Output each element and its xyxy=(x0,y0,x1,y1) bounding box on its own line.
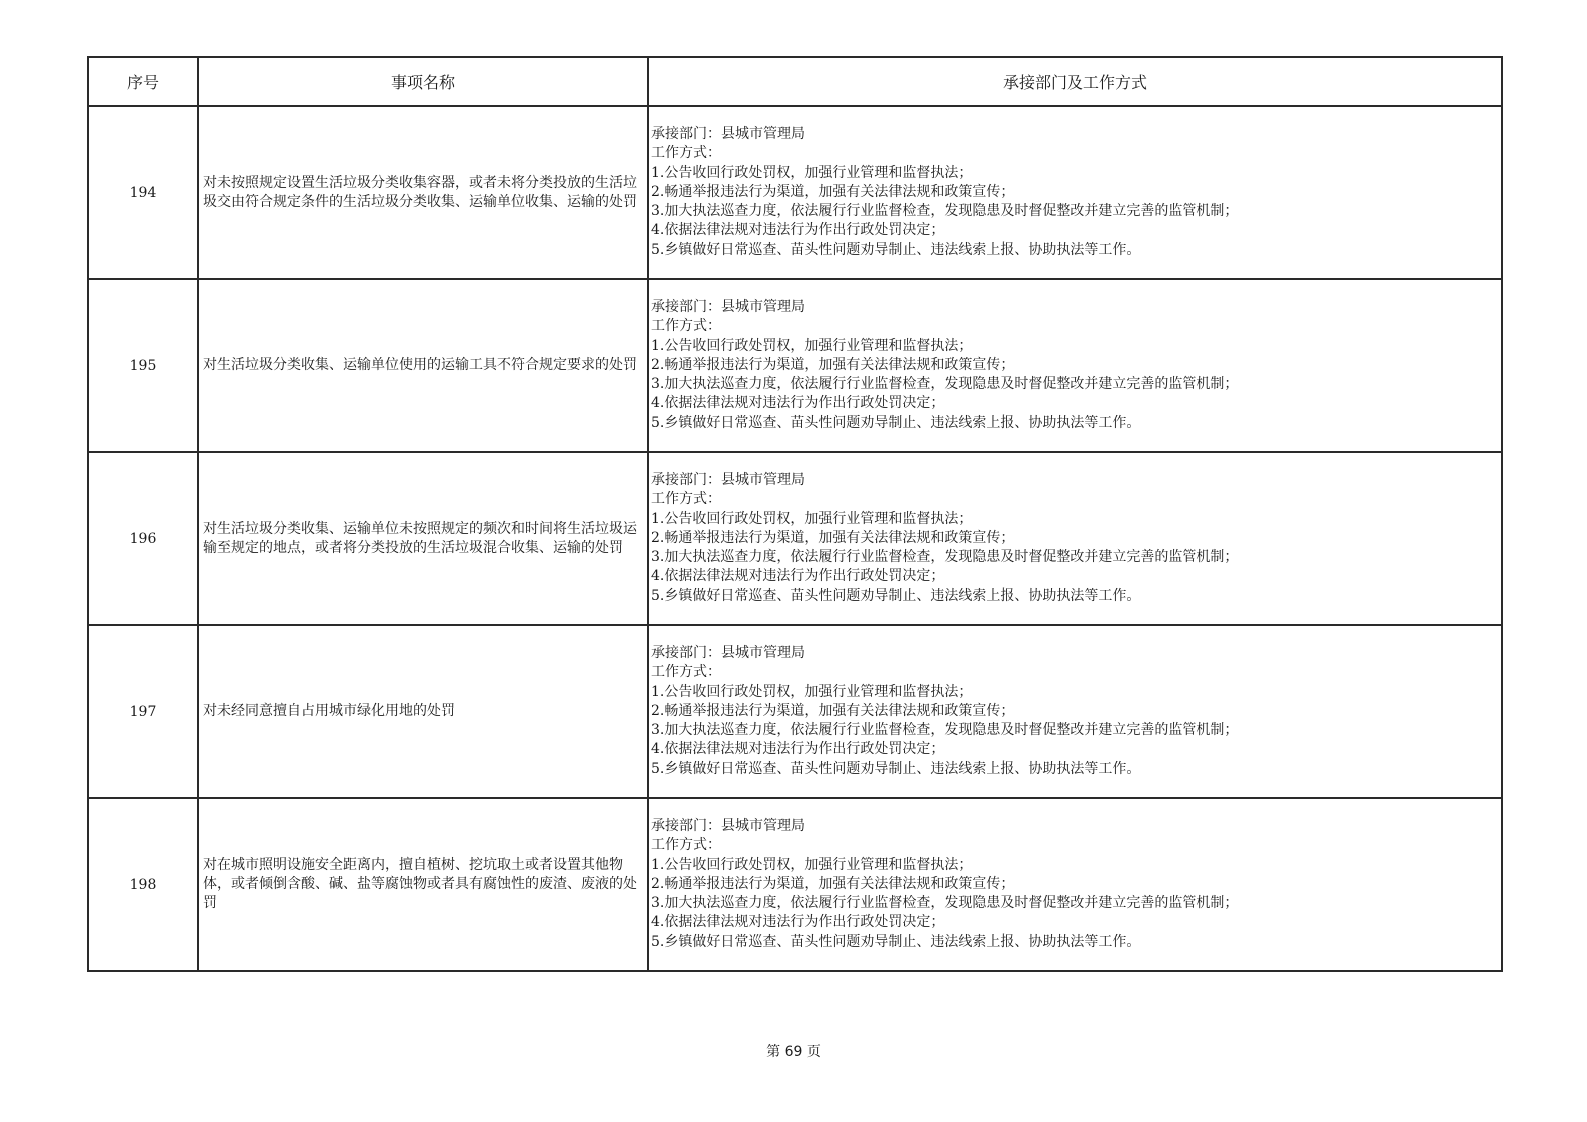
dept-line: 工作方式： xyxy=(651,491,721,508)
dept-line: 3.加大执法巡查力度，依法履行行业监督检查，发现隐患及时督促整改并建立完善的监管机制； xyxy=(651,549,1239,566)
row-item-name: 对生活垃圾分类收集、运输单位使用的运输工具不符合规定要求的处罚 xyxy=(198,279,648,452)
header-item-name: 事项名称 xyxy=(198,57,648,106)
row-item-name: 对在城市照明设施安全距离内，擅自植树、挖坑取土或者设置其他物体，或者倾倒含酸、碱、盐等腐蚀物或者具有腐蚀性的废渣、废液的处罚 xyxy=(198,798,648,971)
dept-line: 工作方式： xyxy=(651,318,721,335)
dept-line: 4.依据法律法规对违法行为作出行政处罚决定； xyxy=(651,395,945,412)
row-item-name: 对未经同意擅自占用城市绿化用地的处罚 xyxy=(198,625,648,798)
dept-line: 2.畅通举报违法行为渠道，加强有关法律法规和政策宣传； xyxy=(651,183,1015,200)
dept-line: 承接部门：县城市管理局 xyxy=(651,817,805,834)
dept-line: 承接部门：县城市管理局 xyxy=(651,298,805,315)
table-row xyxy=(88,798,1502,971)
dept-line: 承接部门：县城市管理局 xyxy=(651,125,805,142)
dept-line: 工作方式： xyxy=(651,145,721,162)
dept-line: 1.公告收回行政处罚权，加强行业管理和监督执法； xyxy=(651,683,973,700)
dept-line: 4.依据法律法规对违法行为作出行政处罚决定； xyxy=(651,914,945,931)
table-row xyxy=(88,279,1502,452)
row-seq: 198 xyxy=(88,798,198,971)
dept-line: 5.乡镇做好日常巡查、苗头性问题劝导制止、违法线索上报、协助执法等工作。 xyxy=(651,587,1141,604)
row-dept-method xyxy=(648,279,1502,452)
table-header-row xyxy=(88,57,1502,106)
dept-line: 工作方式： xyxy=(651,837,721,854)
row-dept-method xyxy=(648,798,1502,971)
dept-line: 1.公告收回行政处罚权，加强行业管理和监督执法； xyxy=(651,337,973,354)
dept-line: 2.畅通举报违法行为渠道，加强有关法律法规和政策宣传； xyxy=(651,875,1015,892)
dept-line: 1.公告收回行政处罚权，加强行业管理和监督执法； xyxy=(651,164,973,181)
dept-line: 5.乡镇做好日常巡查、苗头性问题劝导制止、违法线索上报、协助执法等工作。 xyxy=(651,414,1141,431)
row-item-name: 对生活垃圾分类收集、运输单位未按照规定的频次和时间将生活垃圾运输至规定的地点，或者将分类投放的生活垃圾混合收集、运输的处罚 xyxy=(198,452,648,625)
dept-line: 承接部门：县城市管理局 xyxy=(651,471,805,488)
header-dept-method: 承接部门及工作方式 xyxy=(648,57,1502,106)
row-item-name: 对未按照规定设置生活垃圾分类收集容器，或者未将分类投放的生活垃圾交由符合规定条件的生活垃圾分类收集、运输单位收集、运输的处罚 xyxy=(198,106,648,279)
dept-line: 4.依据法律法规对违法行为作出行政处罚决定； xyxy=(651,568,945,585)
dept-line: 承接部门：县城市管理局 xyxy=(651,644,805,661)
table-row xyxy=(88,452,1502,625)
row-seq: 196 xyxy=(88,452,198,625)
row-dept-method xyxy=(648,625,1502,798)
dept-line: 4.依据法律法规对违法行为作出行政处罚决定； xyxy=(651,741,945,758)
matters-table xyxy=(87,56,1503,972)
dept-line: 5.乡镇做好日常巡查、苗头性问题劝导制止、违法线索上报、协助执法等工作。 xyxy=(651,241,1141,258)
dept-line: 2.畅通举报违法行为渠道，加强有关法律法规和政策宣传； xyxy=(651,702,1015,719)
dept-line: 1.公告收回行政处罚权，加强行业管理和监督执法； xyxy=(651,856,973,873)
row-dept-method xyxy=(648,106,1502,279)
dept-line: 工作方式： xyxy=(651,664,721,681)
row-seq: 194 xyxy=(88,106,198,279)
dept-line: 1.公告收回行政处罚权，加强行业管理和监督执法； xyxy=(651,510,973,527)
dept-line: 5.乡镇做好日常巡查、苗头性问题劝导制止、违法线索上报、协助执法等工作。 xyxy=(651,760,1141,777)
dept-line: 3.加大执法巡查力度，依法履行行业监督检查，发现隐患及时督促整改并建立完善的监管机制； xyxy=(651,895,1239,912)
row-dept-method xyxy=(648,452,1502,625)
dept-line: 4.依据法律法规对违法行为作出行政处罚决定； xyxy=(651,222,945,239)
dept-line: 3.加大执法巡查力度，依法履行行业监督检查，发现隐患及时督促整改并建立完善的监管机制； xyxy=(651,722,1239,739)
dept-line: 2.畅通举报违法行为渠道，加强有关法律法规和政策宣传； xyxy=(651,529,1015,546)
table-row xyxy=(88,106,1502,279)
dept-line: 2.畅通举报违法行为渠道，加强有关法律法规和政策宣传； xyxy=(651,356,1015,373)
header-seq: 序号 xyxy=(88,57,198,106)
table-row xyxy=(88,625,1502,798)
dept-line: 3.加大执法巡查力度，依法履行行业监督检查，发现隐患及时督促整改并建立完善的监管机制； xyxy=(651,203,1239,220)
dept-line: 5.乡镇做好日常巡查、苗头性问题劝导制止、违法线索上报、协助执法等工作。 xyxy=(651,933,1141,950)
page-number: 第 69 页 xyxy=(766,1044,821,1060)
dept-line: 3.加大执法巡查力度，依法履行行业监督检查，发现隐患及时督促整改并建立完善的监管机制； xyxy=(651,376,1239,393)
row-seq: 195 xyxy=(88,279,198,452)
row-seq: 197 xyxy=(88,625,198,798)
